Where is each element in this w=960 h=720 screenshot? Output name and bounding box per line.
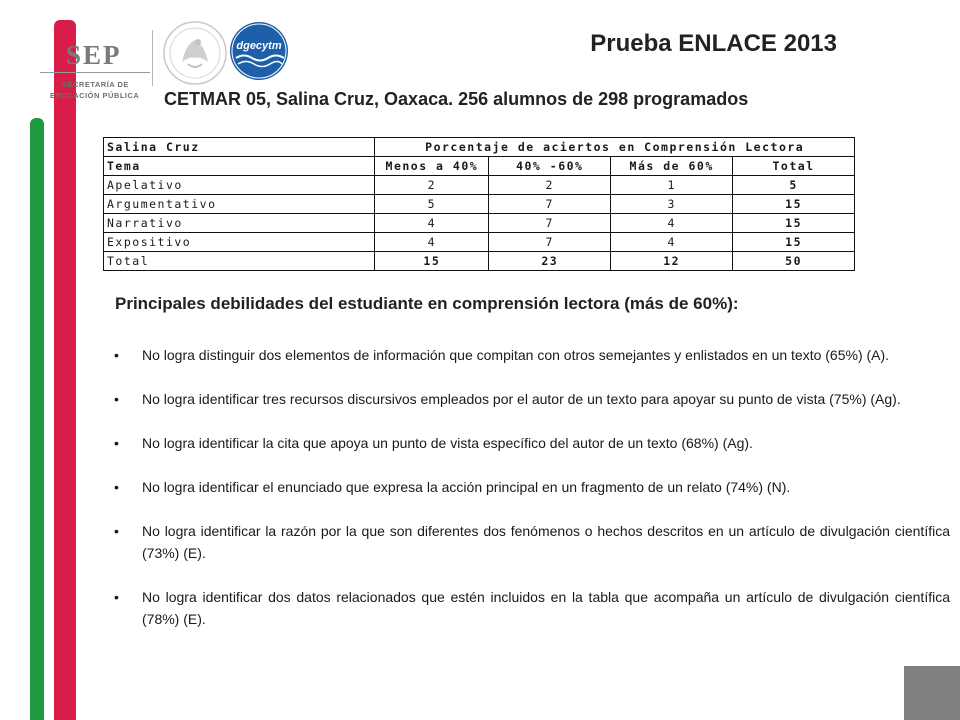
cell-40-60: 7 xyxy=(489,214,611,233)
table-row xyxy=(104,176,855,195)
list-item-text: No logra identificar dos datos relacionados que estén incluidos en la tabla que acompaña un artículo de divulgación científica (78%) (E). xyxy=(142,589,950,627)
bullet-icon: • xyxy=(114,391,119,407)
page-subtitle: CETMAR 05, Salina Cruz, Oaxaca. 256 alumnos de 298 programados xyxy=(164,89,749,109)
cell-mas-60: 1 xyxy=(611,176,733,195)
cell-mas-60: 3 xyxy=(611,195,733,214)
table-total-row xyxy=(104,252,855,271)
column-header-menos-40: Menos a 40% xyxy=(375,157,489,176)
cell-menos-40: 15 xyxy=(375,252,489,271)
column-header-total: Total xyxy=(733,157,855,176)
section-heading: Principales debilidades del estudiante en comprensión lectora (más de 60%): xyxy=(115,294,739,313)
cell-total: 15 xyxy=(733,233,855,252)
list-item xyxy=(112,586,950,630)
table-row xyxy=(104,233,855,252)
cell-menos-40: 4 xyxy=(375,233,489,252)
list-item-text: No logra identificar tres recursos discursivos empleados por el autor de un texto para apoyar su punto de vista (75%) (Ag). xyxy=(142,391,901,407)
green-stripe xyxy=(30,118,44,720)
bullet-icon: • xyxy=(114,347,119,363)
results-table xyxy=(103,137,855,271)
cell-40-60: 7 xyxy=(489,195,611,214)
table-header-row-2 xyxy=(104,157,855,176)
table-place-cell: Salina Cruz xyxy=(104,138,375,157)
sep-logo xyxy=(18,22,144,100)
red-stripe xyxy=(54,20,76,720)
dgecytm-logo xyxy=(228,20,290,82)
cell-menos-40: 4 xyxy=(375,214,489,233)
bullet-icon: • xyxy=(114,589,119,605)
mexico-coat-of-arms-icon xyxy=(160,18,230,88)
sep-logo-line2: EDUCACIÓN PÚBLICA xyxy=(50,91,140,100)
sep-logo-rule xyxy=(40,72,150,73)
page-title: Prueba ENLACE 2013 xyxy=(590,30,837,57)
sep-logo-line1: SECRETARÍA DE xyxy=(62,80,129,89)
bullet-icon: • xyxy=(114,435,119,451)
table-row xyxy=(104,214,855,233)
table-header-row-1 xyxy=(104,138,855,157)
list-item-text: No logra identificar la razón por la que son diferentes dos fenómenos o hechos descritos en un artículo de divulgación científica (73%) (E). xyxy=(142,523,950,561)
cell-total: 15 xyxy=(733,214,855,233)
bullet-icon: • xyxy=(114,523,119,539)
list-item-text: No logra identificar el enunciado que expresa la acción principal en un fragmento de un relato (74%) (N). xyxy=(142,479,791,495)
cell-tema: Expositivo xyxy=(104,233,375,252)
table-row xyxy=(104,195,855,214)
list-item xyxy=(112,432,950,454)
list-item xyxy=(112,344,950,366)
column-header-mas-60: Más de 60% xyxy=(611,157,733,176)
cell-mas-60: 4 xyxy=(611,233,733,252)
list-item xyxy=(112,520,950,564)
cell-tema: Narrativo xyxy=(104,214,375,233)
corner-gray-box xyxy=(904,666,960,720)
cell-40-60: 23 xyxy=(489,252,611,271)
cell-total: 5 xyxy=(733,176,855,195)
cell-mas-60: 4 xyxy=(611,214,733,233)
column-header-tema: Tema xyxy=(104,157,375,176)
cell-40-60: 7 xyxy=(489,233,611,252)
cell-mas-60: 12 xyxy=(611,252,733,271)
dgecytm-logo-text: dgecytm xyxy=(236,40,282,52)
cell-tema: Total xyxy=(104,252,375,271)
table-heading-cell: Porcentaje de aciertos en Comprensión Lectora xyxy=(375,138,855,157)
cell-total: 50 xyxy=(733,252,855,271)
cell-menos-40: 5 xyxy=(375,195,489,214)
bullet-icon: • xyxy=(114,479,119,495)
list-item xyxy=(112,476,950,498)
sep-logo-word: SEP xyxy=(66,40,122,70)
cell-40-60: 2 xyxy=(489,176,611,195)
list-item-text: No logra identificar la cita que apoya un punto de vista específico del autor de un texto (68%) (Ag). xyxy=(142,435,753,451)
logo-divider xyxy=(152,30,153,86)
cell-menos-40: 2 xyxy=(375,176,489,195)
weakness-list xyxy=(112,344,950,652)
list-item-text: No logra distinguir dos elementos de información que compitan con otros semejantes y enlistados en un texto (65%) (A). xyxy=(142,347,890,363)
cell-tema: Apelativo xyxy=(104,176,375,195)
cell-tema: Argumentativo xyxy=(104,195,375,214)
cell-total: 15 xyxy=(733,195,855,214)
list-item xyxy=(112,388,950,410)
column-header-40-60: 40% -60% xyxy=(489,157,611,176)
